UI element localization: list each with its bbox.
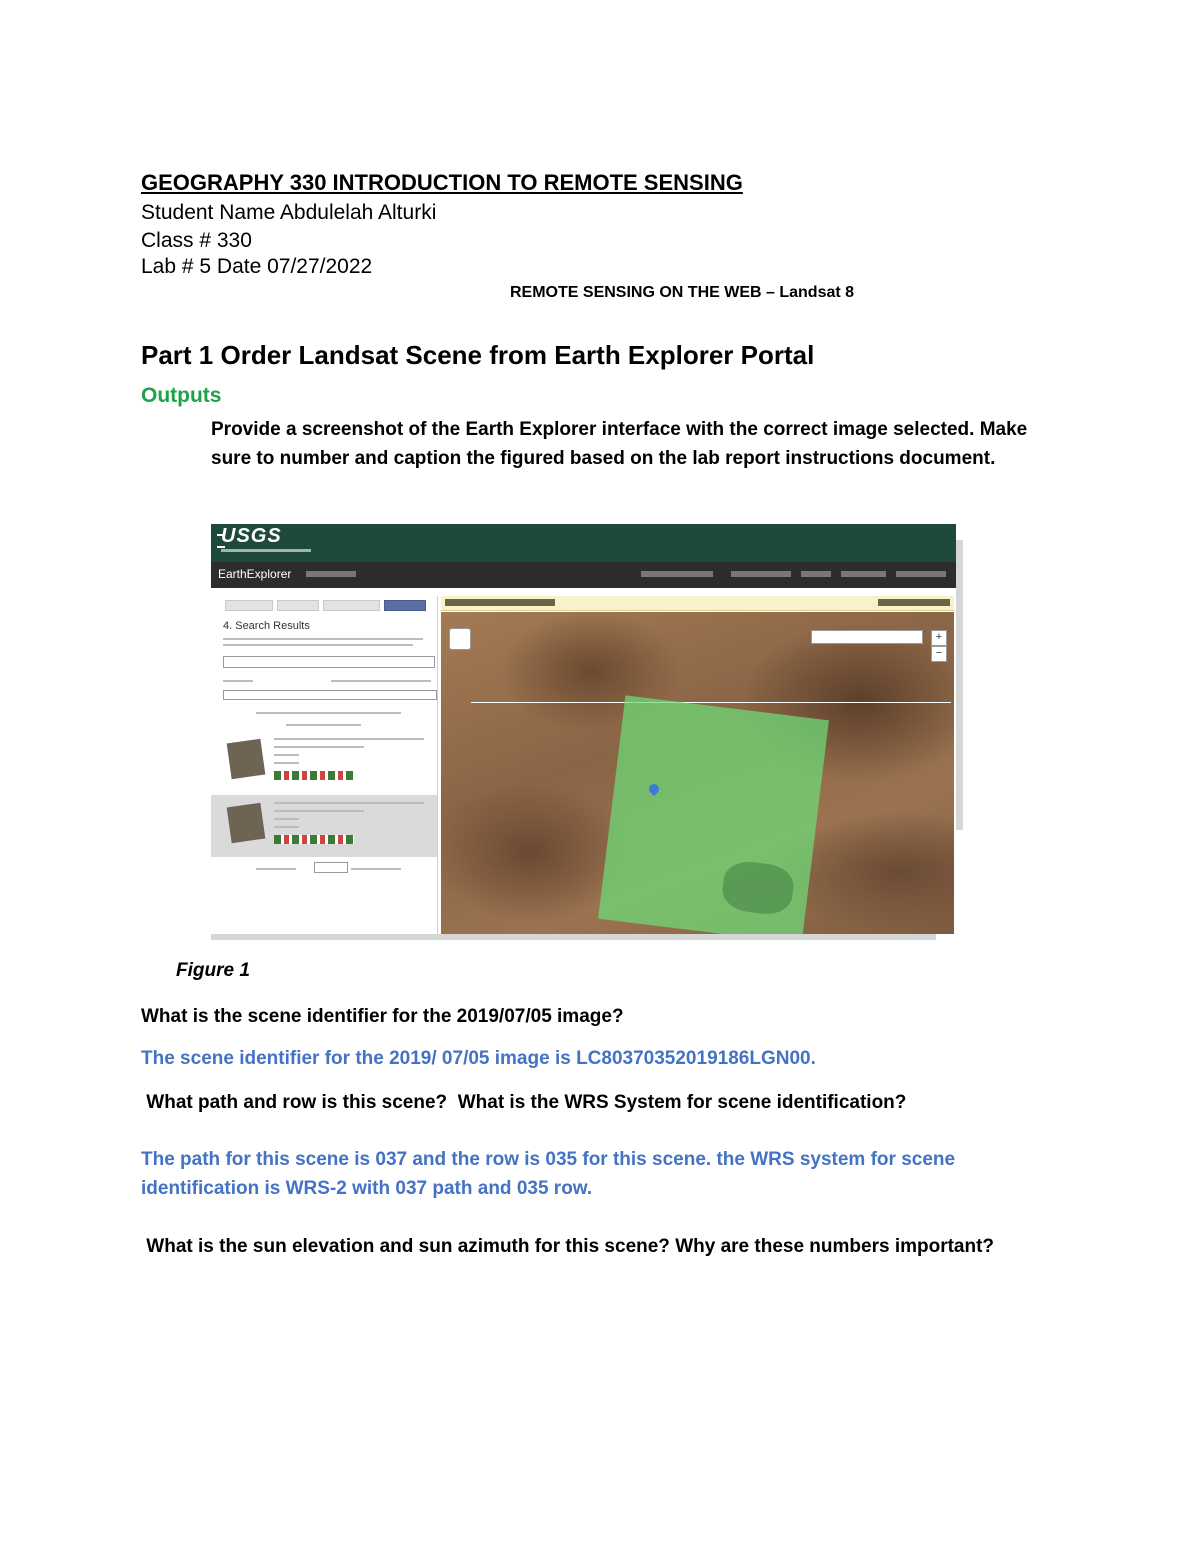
result-action-icons: [274, 835, 354, 844]
earth-explorer-screenshot: [211, 524, 965, 944]
question-sun-angles: What is the sun elevation and sun azimuth for this scene? Why are these numbers important?: [141, 1236, 995, 1257]
usgs-tagline: [221, 549, 311, 552]
panel-text-line: [223, 680, 253, 682]
result-action-icons: [274, 771, 354, 780]
nav-link: [641, 571, 713, 577]
horizontal-scrollbar: [211, 934, 936, 940]
result-text-line: [274, 818, 299, 820]
panel-text-line: [223, 638, 423, 640]
lab-date: Lab # 5 Date 07/27/2022: [141, 255, 373, 278]
dataset-select: [223, 690, 437, 700]
result-item-selected: [211, 795, 437, 857]
panel-text-line: [286, 724, 361, 726]
tab: [225, 600, 273, 611]
panel-text-line: [331, 680, 431, 682]
layers-icon: [449, 628, 471, 650]
search-criteria-summary: [441, 596, 954, 611]
tab: [323, 600, 380, 611]
pagination-text: [351, 868, 401, 870]
panel-text-line: [256, 712, 401, 714]
result-text-line: [274, 746, 364, 748]
result-text-line: [274, 754, 299, 756]
result-text-line: [274, 738, 424, 740]
nav-link: [731, 571, 791, 577]
scene-footprint: [598, 695, 829, 934]
course-title: GEOGRAPHY 330 INTRODUCTION TO REMOTE SENSING: [141, 170, 743, 195]
lab-subtitle: REMOTE SENSING ON THE WEB – Landsat 8: [510, 284, 855, 301]
clear-search-criteria: [878, 599, 950, 606]
zoom-out-icon: −: [931, 646, 947, 662]
pagination-text: [256, 868, 296, 870]
panel-text-line: [223, 644, 413, 646]
question-scene-identifier: What is the scene identifier for the 2019/07/05 image?: [141, 1006, 624, 1027]
nav-link: [841, 571, 886, 577]
earthexplorer-brand: EarthExplorer: [218, 567, 292, 581]
student-name: Student Name Abdulelah Alturki: [141, 201, 437, 224]
zoom-in-icon: +: [931, 630, 947, 646]
class-number: Class # 330: [141, 229, 252, 252]
map-view: [441, 612, 954, 934]
summary-text: [445, 599, 555, 606]
scene-thumbnail: [227, 739, 266, 779]
part-heading: Part 1 Order Landsat Scene from Earth Explorer Portal: [141, 340, 815, 370]
results-panel: [211, 596, 438, 934]
result-text-line: [274, 826, 299, 828]
result-text-line: [274, 762, 299, 764]
answer-scene-identifier: The scene identifier for the 2019/ 07/05 image is LC80370352019186LGN00.: [141, 1048, 816, 1069]
scene-thumbnail: [227, 803, 266, 843]
earthexplorer-nav: [211, 562, 956, 588]
show-result-controls: [223, 656, 435, 668]
instructions: Provide a screenshot of the Earth Explorer interface with the correct image selected. Make sure to number and caption the figured based on the lab report instructions document.: [211, 419, 1028, 469]
tab: [277, 600, 319, 611]
figure-caption: Figure 1: [176, 960, 250, 981]
result-text-line: [274, 810, 364, 812]
panel-title: 4. Search Results: [223, 620, 310, 632]
nav-link: [896, 571, 946, 577]
nav-link: [306, 571, 356, 577]
outputs-heading: Outputs: [141, 384, 222, 407]
vertical-scrollbar: [956, 540, 963, 830]
result-item: [211, 731, 437, 793]
map-boundary-line: [471, 702, 951, 703]
result-text-line: [274, 802, 424, 804]
nav-link: [801, 571, 831, 577]
question-path-row: What path and row is this scene? What is the WRS System for scene identification?: [141, 1092, 907, 1113]
answer-path-row: The path for this scene is 037 and the row is 035 for this scene. the WRS system for scene identification is WRS-2 with 037 path and 035 row.: [141, 1149, 956, 1199]
usgs-logo: USGS: [221, 525, 282, 547]
tab-results: [384, 600, 426, 611]
usgs-header: [211, 524, 956, 562]
map-search-box: [811, 630, 923, 644]
page-input: [314, 862, 348, 873]
